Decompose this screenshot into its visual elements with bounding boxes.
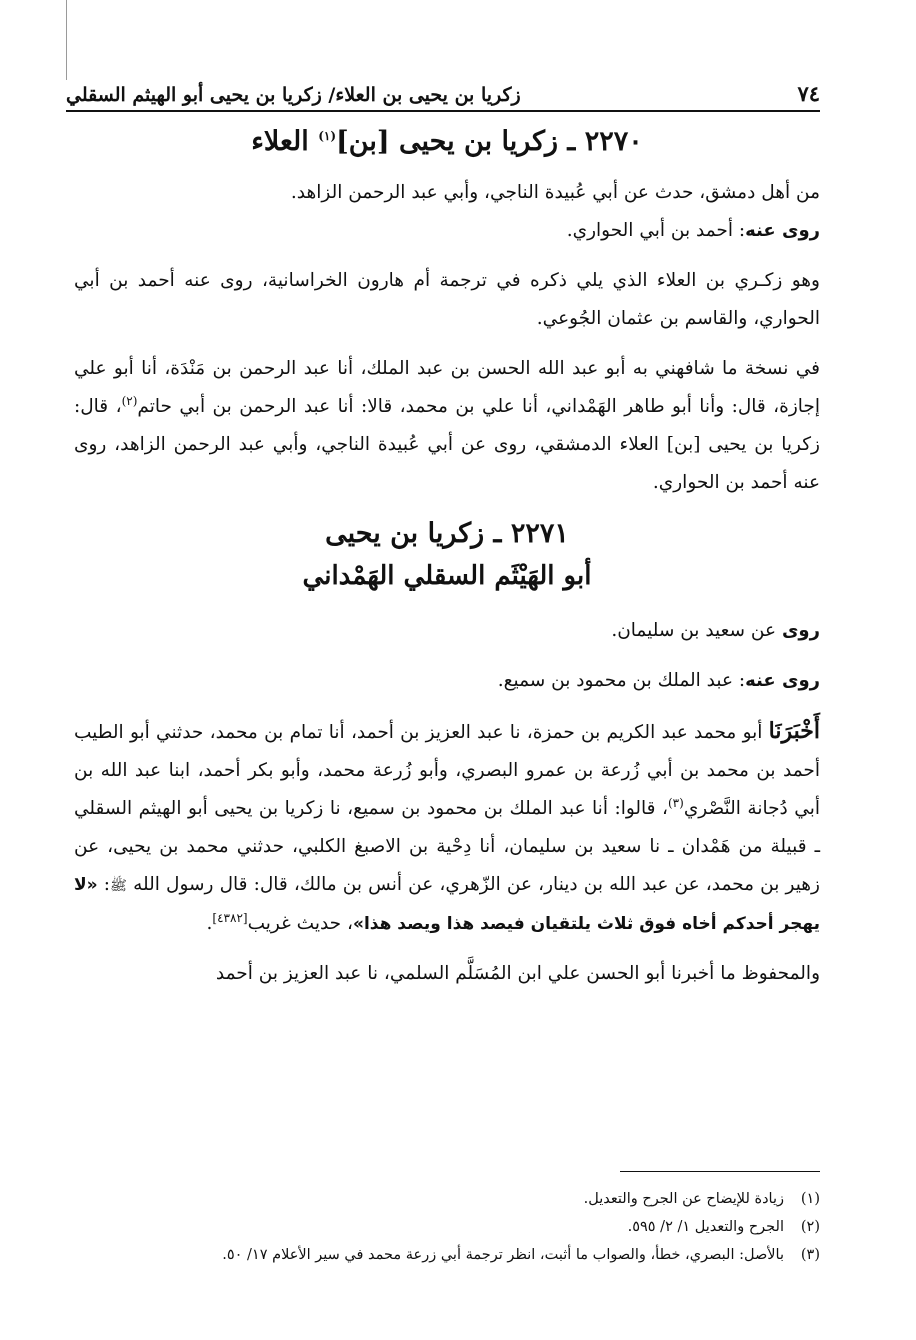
footnotes bbox=[80, 1185, 820, 1269]
footnote-item bbox=[80, 1241, 820, 1269]
page-number: ٧٤ bbox=[797, 81, 820, 106]
entry-2270-heading: ٢٢٧٠ ـ زكريا بن يحيى [بن]$^{(١)}$ العلاء bbox=[251, 126, 643, 157]
footnote-ref-1: (١) bbox=[318, 129, 337, 143]
entry-2270-note: وهو زكـري بن العلاء الذي يلي ذكره في ترجمة أم هارون الخراسانية، روى عنه أحمد بن أبي الحواري، والقاسم بن عثمان الجُوعي. bbox=[74, 270, 820, 329]
main-text bbox=[74, 122, 820, 993]
footnote-item bbox=[80, 1185, 820, 1213]
entry-2271-narrators: روى عنه: عبد الملك بن محمود بن سميع. bbox=[497, 670, 820, 691]
entry-2271-heading: ٢٢٧١ ـ زكريا بن يحيى bbox=[325, 518, 569, 549]
footnote-number: (٣) bbox=[800, 1247, 820, 1263]
footnote-text: زيادة للإيضاح عن الجرح والتعديل. bbox=[583, 1191, 784, 1207]
footnote-number: (٢) bbox=[800, 1219, 820, 1235]
running-title: زكريا بن يحيى بن العلاء/ زكريا بن يحيى أبو الهيثم السقلي bbox=[66, 84, 521, 106]
entry-2271-isnad: أَخْبَرَنَا أبو محمد عبد الكريم بن حمزة، نا عبد العزيز بن أحمد، أنا تمام بن محمد، حدثني أبو الطيب أحمد بن محمد بن أبي زُرعة بن عمرو البصري، وأبو زُرعة محمد، وأبو بكر أحمد، ابنا عبد الله بن أبي دُجانة النَّصْري$^{(٣)}$، قالوا: أنا عبد الملك بن محمود بن سميع، نا زكريا بن يحيى أبو الهيثم السقلي ـ قبيلة من هَمْدان ـ نا سعيد بن سليمان، أنا دِحْية بن الاصبغ الكلبي، حدثني محمد بن يحيى، عن زهير بن محمد، عن عبد الله بن دينار، عن الزّهري، عن أنس بن مالك، قال: قال رسول الله ﷺ: «لا يهجر أحدكم أخاه فوق ثلاث يلتقيان فيصد هذا ويصد هذا»، حديث غريب[٤٣٨٢]. bbox=[74, 718, 820, 934]
narrated-from-label: روى عنه bbox=[745, 670, 820, 691]
footnote-ref-2: (٢) bbox=[121, 393, 138, 408]
salawat-glyph: ﷺ bbox=[110, 878, 127, 894]
footnote-item bbox=[80, 1213, 820, 1241]
scan-edge-line bbox=[66, 0, 67, 80]
entry-2270-narrators: روى عنه: أحمد بن أبي الحواري. bbox=[566, 220, 820, 241]
entry-2270-isnad: في نسخة ما شافهني به أبو عبد الله الحسن بن عبد الملك، أنا عبد الرحمن بن مَنْدَة، أنا أبو علي إجازة، قال: وأنا أبو طاهر الهَمْداني، أنا علي بن محمد، قالا: أنا عبد الرحمن بن أبي حاتم$^{(٢)}$، قال: زكريا بن يحيى [بن] العلاء الدمشقي، روى عن أبي عُبيدة الناجي، وأبي عبد الرحمن الزاهد، روى عنه أحمد بن الحواري. bbox=[74, 358, 820, 493]
footnote-ref-3: (٣) bbox=[667, 795, 684, 810]
footnote-text: الجرح والتعديل ١/ ٢/ ٥٩٥. bbox=[627, 1219, 784, 1235]
entry-2271-continuation: والمحفوظ ما أخبرنا أبو الحسن علي ابن المُسَلَّم السلمي، نا عبد العزيز بن أحمد bbox=[215, 963, 820, 984]
narrated-from-label: روى عنه bbox=[745, 220, 820, 241]
footnote-number: (١) bbox=[800, 1191, 820, 1207]
narrated-label: روى bbox=[781, 620, 820, 641]
entry-2271-subheading: أبو الهَيْثَم السقلي الهَمْداني bbox=[302, 561, 592, 591]
hadith-number: [٤٣٨٢] bbox=[212, 910, 248, 925]
footnote-divider bbox=[620, 1171, 820, 1172]
akhbarana-lead: أَخْبَرَنَا bbox=[768, 718, 820, 744]
entry-2270-origin: من أهل دمشق، حدث عن أبي عُبيدة الناجي، وأبي عبد الرحمن الزاهد. bbox=[290, 182, 820, 203]
entry-2271-narrated: روى عن سعيد بن سليمان. bbox=[611, 620, 820, 641]
hadith-text: «لا يهجر أحدكم أخاه فوق ثلاث يلتقيان فيصد هذا ويصد هذا» bbox=[74, 875, 820, 934]
page-header bbox=[66, 70, 820, 112]
footnote-text: بالأصل: البصري، خطأ، والصواب ما أثبت، انظر ترجمة أبي زرعة محمد في سير الأعلام ١٧/ ٥٠. bbox=[222, 1247, 784, 1263]
